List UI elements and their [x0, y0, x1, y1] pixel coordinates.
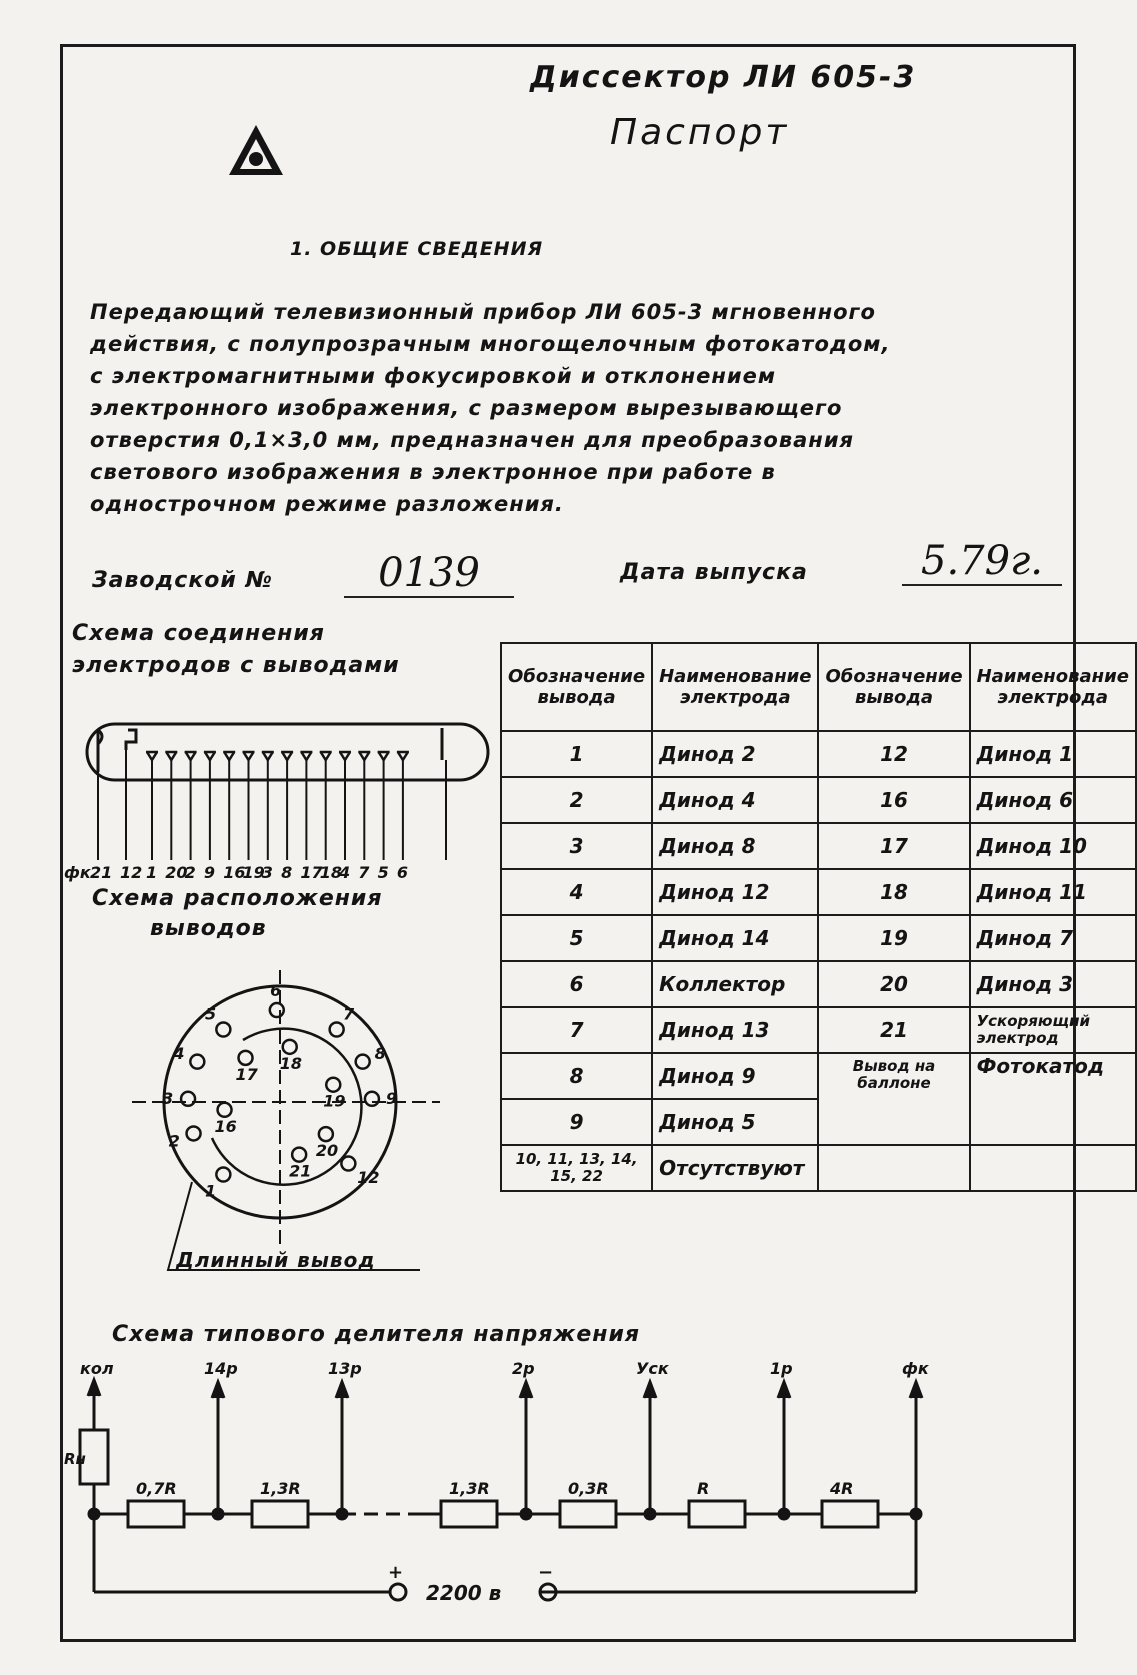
pin-label: 9	[203, 863, 216, 882]
pin-hole	[216, 1023, 230, 1037]
table-row	[501, 777, 1136, 823]
table-row	[501, 915, 1136, 961]
tap-label: 1р	[770, 1359, 793, 1378]
description-line: отверстия 0,1×3,0 мм, предназначен для преобразования	[90, 428, 855, 452]
pin-number: 12	[357, 1167, 380, 1187]
pin-number: 1	[205, 1181, 217, 1201]
pin-number: 17	[235, 1064, 258, 1084]
divider-resistor	[822, 1501, 878, 1527]
table-cell: Динод 9	[652, 1053, 818, 1099]
table-cell: 5	[501, 915, 652, 961]
pin-label: 7	[358, 863, 370, 882]
resistor-label: 4R	[830, 1479, 854, 1498]
pin-layout-diagram	[120, 960, 480, 1290]
tap-label: кол	[80, 1359, 114, 1378]
header-pin-designation: Обозначение вывода	[818, 643, 969, 731]
pin-hole	[216, 1167, 230, 1181]
pin-number: 21	[289, 1161, 312, 1181]
pin-hole	[326, 1078, 340, 1092]
resistor-label: 0,7R	[136, 1479, 177, 1498]
table-cell: 10, 11, 13, 14, 15, 22	[501, 1145, 652, 1191]
table-cell: 7	[501, 1007, 652, 1053]
pin-label: 4	[339, 863, 351, 882]
pin-number: 19	[323, 1091, 346, 1111]
divider-resistor	[252, 1501, 308, 1527]
divider-resistor	[689, 1501, 745, 1527]
pin-label: 2	[184, 863, 196, 882]
pin-number: 18	[279, 1053, 302, 1073]
description-line: действия, с полупрозрачным многощелочным фотокатодом,	[90, 332, 891, 356]
pin-hole	[356, 1055, 370, 1069]
description-line: электронного изображения, с размером вырезывающего	[90, 396, 843, 420]
voltage-divider-diagram	[64, 1352, 970, 1622]
pin-number: 9	[385, 1089, 398, 1109]
table-cell: 17	[818, 823, 969, 869]
table-cell: 20	[818, 961, 969, 1007]
table-cell: 6	[501, 961, 652, 1007]
supply-plus: +	[388, 1562, 404, 1583]
pin-hole	[341, 1157, 355, 1171]
table-cell: Динод 8	[652, 823, 818, 869]
pin-hole	[190, 1055, 204, 1069]
table-cell: Вывод на баллоне	[818, 1053, 969, 1145]
table-row	[501, 869, 1136, 915]
pin-hole	[365, 1092, 379, 1106]
header-electrode-name: Наименование электрода	[652, 643, 818, 731]
pin-label: 1	[146, 863, 158, 882]
table-cell: Динод 5	[652, 1099, 818, 1145]
tap-label: фк	[902, 1359, 929, 1378]
section-heading: 1. ОБЩИЕ СВЕДЕНИЯ	[290, 238, 544, 260]
table-cell: Динод 4	[652, 777, 818, 823]
resistor-label: 0,3R	[568, 1479, 609, 1498]
pin-label: 17	[300, 863, 323, 882]
table-cell: 21	[818, 1007, 969, 1053]
document-title: Диссектор ЛИ 605-3	[530, 60, 917, 95]
serial-label: Заводской №	[92, 568, 273, 593]
pin-layout-title: Схема расположения выводов	[92, 886, 383, 941]
pin-number: 3	[162, 1089, 174, 1109]
pin-hole	[187, 1126, 201, 1140]
pin-hole	[218, 1103, 232, 1117]
pin-assignment-table	[500, 642, 1137, 1192]
table-cell: 9	[501, 1099, 652, 1145]
header-pin-designation: Обозначение вывода	[501, 643, 652, 731]
table-cell: Фотокатод	[970, 1053, 1136, 1145]
table-cell: Динод 13	[652, 1007, 818, 1053]
pin-label: 20	[165, 863, 188, 882]
table-cell: Динод 3	[970, 961, 1136, 1007]
pin-hole	[239, 1051, 253, 1065]
pin-label: 8	[281, 863, 293, 882]
table-cell: Динод 7	[970, 915, 1136, 961]
description-line: однострочном режиме разложения.	[90, 492, 564, 516]
document-subtitle: Паспорт	[610, 112, 790, 153]
table-row	[501, 961, 1136, 1007]
pin-label: 12	[120, 863, 143, 882]
table-cell: 3	[501, 823, 652, 869]
header-electrode-name: Наименование электрода	[970, 643, 1136, 731]
table-cell: Отсутствуют	[652, 1145, 818, 1191]
table-cell: Динод 10	[970, 823, 1136, 869]
pin-number: 2	[168, 1131, 180, 1151]
tap-label: 14р	[204, 1359, 238, 1378]
table-cell: 16	[818, 777, 969, 823]
serial-value: 0139	[344, 550, 514, 598]
pin-label: 19	[242, 863, 265, 882]
table-cell: 12	[818, 731, 969, 777]
table-cell: 19	[818, 915, 969, 961]
table-cell: Динод 2	[652, 731, 818, 777]
tap-label: 13р	[328, 1359, 362, 1378]
supply-minus: −	[538, 1562, 554, 1583]
table-cell: Ускоряющий электрод	[970, 1007, 1136, 1053]
pin-hole	[270, 1003, 284, 1017]
table-cell: 2	[501, 777, 652, 823]
table-row	[501, 1007, 1136, 1053]
release-date-label: Дата выпуска	[620, 560, 808, 585]
pin-number: 7	[342, 1004, 355, 1024]
pin-number: 20	[315, 1141, 339, 1161]
table-row	[501, 823, 1136, 869]
release-date-value: 5.79г.	[902, 538, 1062, 586]
divider-resistor	[441, 1501, 497, 1527]
divider-resistor	[128, 1501, 184, 1527]
electrode-scheme-title: Схема соединения электродов с выводами	[72, 621, 400, 678]
table-cell: Динод 14	[652, 915, 818, 961]
table-cell: Динод 6	[970, 777, 1136, 823]
description-line: светового изображения в электронное при работе в	[90, 460, 776, 484]
pin-hole	[330, 1023, 344, 1037]
load-resistor-label: Rн	[64, 1450, 86, 1468]
pin-number: 4	[173, 1043, 185, 1063]
pin-label: 16	[223, 863, 246, 882]
table-cell: Динод 1	[970, 731, 1136, 777]
table-row	[501, 1145, 1136, 1191]
tap-label: 2р	[512, 1359, 535, 1378]
pin-hole	[319, 1127, 333, 1141]
pin-label: 18	[319, 863, 342, 882]
divider-title: Схема типового делителя напряжения	[112, 1322, 640, 1347]
resistor-label: R	[697, 1479, 710, 1498]
table-cell: 4	[501, 869, 652, 915]
table-header-row	[501, 643, 1136, 731]
table-cell: 1	[501, 731, 652, 777]
table-cell: Динод 12	[652, 869, 818, 915]
pin-hole	[292, 1148, 306, 1162]
pin-label: 6	[396, 863, 409, 882]
table-row	[501, 1053, 1136, 1099]
pin-hole	[181, 1092, 195, 1106]
description-paragraph	[90, 296, 890, 520]
pin-number: 8	[374, 1043, 386, 1063]
table-cell	[970, 1145, 1136, 1191]
electrode-diagram	[60, 710, 500, 880]
divider-resistor	[560, 1501, 616, 1527]
tap-label: Уск	[636, 1359, 669, 1378]
table-cell: Динод 11	[970, 869, 1136, 915]
pin-hole	[283, 1040, 297, 1054]
pin-label: 3	[261, 863, 273, 882]
description-line: Передающий телевизионный прибор ЛИ 605-3 мгновенного	[90, 300, 876, 324]
pin-number: 16	[214, 1116, 237, 1136]
pin-number: 5	[205, 1004, 217, 1024]
table-cell: 8	[501, 1053, 652, 1099]
table-cell: 18	[818, 869, 969, 915]
description-line: с электромагнитными фокусировкой и отклонением	[90, 364, 776, 388]
pin-label: фк	[64, 863, 91, 882]
resistor-label: 1,3R	[260, 1479, 301, 1498]
warning-triangle-icon	[226, 122, 286, 182]
table-row	[501, 731, 1136, 777]
supply-voltage: 2200 в	[426, 1581, 502, 1605]
resistor-label: 1,3R	[449, 1479, 490, 1498]
long-lead-label: Длинный вывод	[176, 1248, 376, 1272]
pin-label: 21	[90, 863, 113, 882]
table-cell: Коллектор	[652, 961, 818, 1007]
table-cell	[818, 1145, 969, 1191]
pin-label: 5	[377, 863, 389, 882]
pin-number: 6	[270, 981, 282, 1001]
